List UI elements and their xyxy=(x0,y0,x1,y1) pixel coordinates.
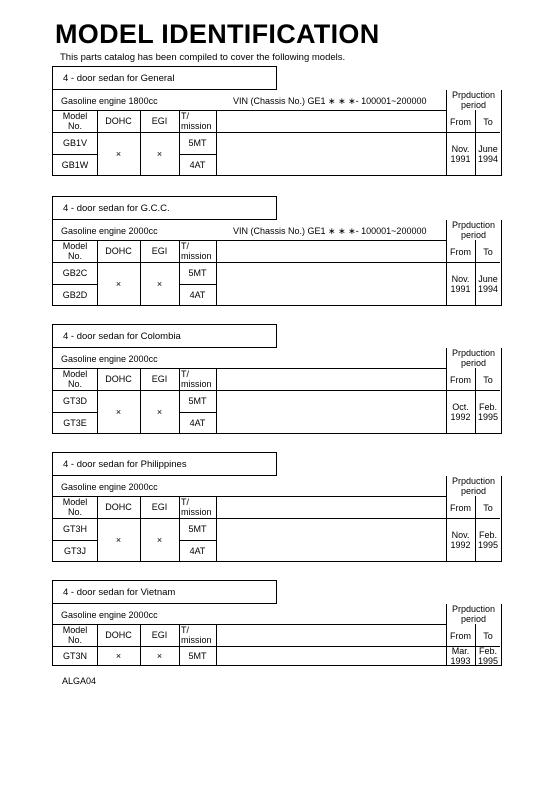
period-to: 1995 xyxy=(477,540,499,550)
section-title: 4 - door sedan for Vietnam xyxy=(52,580,277,604)
page-title: MODEL IDENTIFICATION xyxy=(55,19,380,49)
engine-label: Gasoline engine 2000cc xyxy=(61,354,158,364)
transmission: 4AT xyxy=(189,160,206,170)
col-header-from: From xyxy=(450,117,471,127)
col-header-model: No. xyxy=(67,635,82,645)
col-header-tmission: mission xyxy=(181,507,212,517)
period-to: 1994 xyxy=(477,154,499,164)
period-header: Prpduction xyxy=(451,348,496,358)
col-header-to: To xyxy=(483,117,493,127)
model-number: GB1W xyxy=(61,160,89,170)
transmission: 4AT xyxy=(189,546,206,556)
model-number: GT3D xyxy=(62,396,87,406)
col-header-tmission: mission xyxy=(181,635,212,645)
period-header: Prpduction xyxy=(451,220,496,230)
col-header-from: From xyxy=(450,503,471,513)
col-header-egi: EGI xyxy=(151,630,168,640)
col-header-egi: EGI xyxy=(151,502,168,512)
period-from: 1993 xyxy=(450,656,471,666)
rule-line xyxy=(216,240,217,306)
period-header: Prpduction xyxy=(451,90,496,100)
period-to: June xyxy=(478,144,498,154)
period-header: period xyxy=(460,486,487,496)
dohc-mark: × xyxy=(115,651,122,661)
col-header-model: No. xyxy=(67,507,82,517)
rule-line xyxy=(53,646,500,647)
engine-label: Gasoline engine 1800cc xyxy=(61,96,158,106)
transmission: 5MT xyxy=(188,138,207,148)
period-to: Feb. xyxy=(478,530,497,540)
footer-code: ALGA04 xyxy=(62,676,97,686)
rule-line xyxy=(53,110,446,111)
period-from: 1991 xyxy=(450,284,471,294)
rule-line xyxy=(179,540,216,541)
col-header-model: Model xyxy=(62,111,88,121)
col-header-tmission: mission xyxy=(181,251,212,261)
col-header-tmission: T/ xyxy=(181,625,189,635)
model-table xyxy=(52,220,502,306)
model-number: GT3J xyxy=(63,546,86,556)
col-header-to: To xyxy=(483,631,493,641)
period-to: 1994 xyxy=(477,284,499,294)
rule-line xyxy=(179,412,216,413)
model-table xyxy=(52,476,502,562)
col-header-egi: EGI xyxy=(151,374,168,384)
vin-label: VIN (Chassis No.) GE1 ∗ ∗ ∗- 100001~200000 xyxy=(233,96,427,106)
col-header-tmission: T/ xyxy=(181,241,189,251)
dohc-mark: × xyxy=(115,149,122,159)
period-from: Oct. xyxy=(452,402,469,412)
section-title: 4 - door sedan for General xyxy=(52,66,277,90)
egi-mark: × xyxy=(156,651,163,661)
col-header-model: Model xyxy=(62,625,88,635)
rule-line xyxy=(53,540,97,541)
period-header: period xyxy=(460,100,487,110)
period-from: Nov. xyxy=(451,144,470,154)
model-table xyxy=(52,348,502,434)
rule-line xyxy=(53,154,97,155)
col-header-tmission: T/ xyxy=(181,369,189,379)
col-header-model: Model xyxy=(62,369,88,379)
col-header-from: From xyxy=(450,247,471,257)
col-header-tmission: mission xyxy=(181,121,212,131)
vin-label: VIN (Chassis No.) GE1 ∗ ∗ ∗- 100001~200000 xyxy=(233,226,427,236)
transmission: 4AT xyxy=(189,418,206,428)
model-number: GT3N xyxy=(62,651,87,661)
rule-line xyxy=(179,284,216,285)
period-to: 1995 xyxy=(477,656,499,666)
dohc-mark: × xyxy=(115,279,122,289)
period-to: Feb. xyxy=(478,402,497,412)
section-title: 4 - door sedan for Philippines xyxy=(52,452,277,476)
engine-label: Gasoline engine 2000cc xyxy=(61,226,158,236)
engine-label: Gasoline engine 2000cc xyxy=(61,610,158,620)
col-header-from: From xyxy=(450,631,471,641)
egi-mark: × xyxy=(156,149,163,159)
period-from: Mar. xyxy=(451,646,470,656)
col-header-dohc: DOHC xyxy=(105,246,132,256)
model-table xyxy=(52,604,502,666)
period-header: Prpduction xyxy=(451,476,496,486)
section-title: 4 - door sedan for G.C.C. xyxy=(52,196,277,220)
col-header-to: To xyxy=(483,503,493,513)
col-header-dohc: DOHC xyxy=(105,116,132,126)
rule-line xyxy=(53,518,500,519)
rule-line xyxy=(53,262,500,263)
model-number: GB2C xyxy=(62,268,88,278)
period-header: period xyxy=(460,230,487,240)
period-to: 1995 xyxy=(477,412,499,422)
dohc-mark: × xyxy=(115,407,122,417)
model-number: GB2D xyxy=(62,290,88,300)
col-header-model: Model xyxy=(62,241,88,251)
rule-line xyxy=(216,624,217,666)
period-header: period xyxy=(460,358,487,368)
period-from: 1991 xyxy=(450,154,471,164)
rule-line xyxy=(53,412,97,413)
period-header: Prpduction xyxy=(451,604,496,614)
col-header-egi: EGI xyxy=(151,116,168,126)
egi-mark: × xyxy=(156,279,163,289)
transmission: 4AT xyxy=(189,290,206,300)
period-from: 1992 xyxy=(450,540,471,550)
col-header-model: No. xyxy=(67,379,82,389)
model-number: GB1V xyxy=(62,138,87,148)
col-header-dohc: DOHC xyxy=(105,630,132,640)
rule-line xyxy=(53,390,500,391)
period-from: Nov. xyxy=(451,530,470,540)
col-header-dohc: DOHC xyxy=(105,502,132,512)
model-table xyxy=(52,90,502,176)
col-header-dohc: DOHC xyxy=(105,374,132,384)
period-to: June xyxy=(478,274,498,284)
period-header: period xyxy=(460,614,487,624)
col-header-egi: EGI xyxy=(151,246,168,256)
egi-mark: × xyxy=(156,407,163,417)
rule-line xyxy=(53,624,446,625)
col-header-tmission: T/ xyxy=(181,497,189,507)
transmission: 5MT xyxy=(188,651,207,661)
transmission: 5MT xyxy=(188,268,207,278)
transmission: 5MT xyxy=(188,524,207,534)
col-header-to: To xyxy=(483,247,493,257)
rule-line xyxy=(53,132,500,133)
col-header-model: Model xyxy=(62,497,88,507)
rule-line xyxy=(53,284,97,285)
rule-line xyxy=(53,496,446,497)
model-number: GT3H xyxy=(62,524,87,534)
transmission: 5MT xyxy=(188,396,207,406)
rule-line xyxy=(53,368,446,369)
period-from: 1992 xyxy=(450,412,471,422)
rule-line xyxy=(216,496,217,562)
rule-line xyxy=(216,368,217,434)
col-header-to: To xyxy=(483,375,493,385)
rule-line xyxy=(53,240,446,241)
section-title: 4 - door sedan for Colombia xyxy=(52,324,277,348)
rule-line xyxy=(216,110,217,176)
col-header-tmission: T/ xyxy=(181,111,189,121)
period-to: Feb. xyxy=(478,646,497,656)
col-header-model: No. xyxy=(67,121,82,131)
rule-line xyxy=(179,154,216,155)
col-header-model: No. xyxy=(67,251,82,261)
dohc-mark: × xyxy=(115,535,122,545)
egi-mark: × xyxy=(156,535,163,545)
period-from: Nov. xyxy=(451,274,470,284)
model-number: GT3E xyxy=(63,418,87,428)
col-header-from: From xyxy=(450,375,471,385)
engine-label: Gasoline engine 2000cc xyxy=(61,482,158,492)
intro-text: This parts catalog has been compiled to cover the following models. xyxy=(60,52,346,63)
col-header-tmission: mission xyxy=(181,379,212,389)
